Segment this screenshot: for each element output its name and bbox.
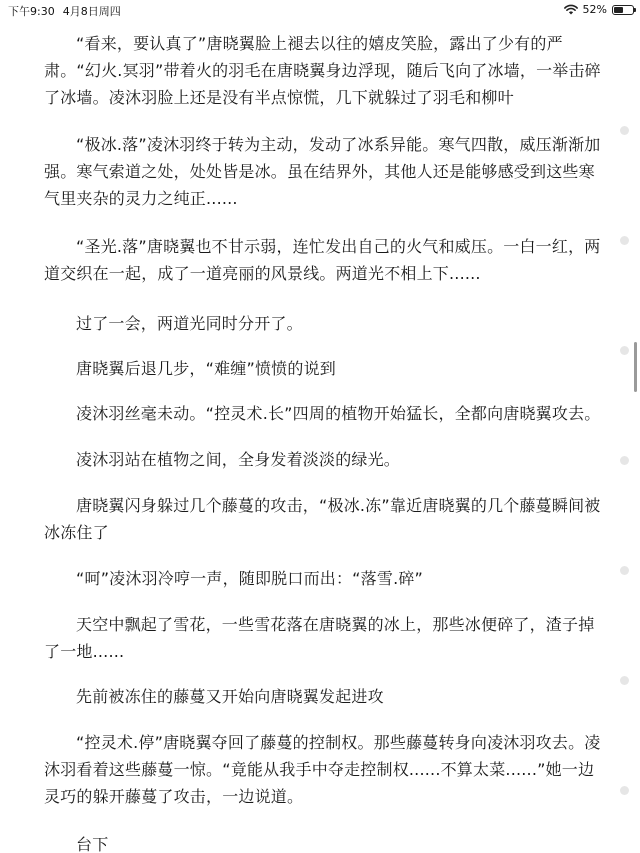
status-right: [564, 3, 634, 16]
status-bar: [0, 0, 640, 20]
status-date: 4月8日周四: [62, 5, 121, 18]
battery-percent: 52%: [582, 3, 607, 16]
paragraph: 凌沐羽站在植物之间，全身发着淡淡的绿光。: [76, 450, 401, 469]
scrollbar-thumb[interactable]: [634, 342, 637, 392]
paragraph: “极冰.落”凌沐羽终于转为主动，发动了冰系异能。寒气四散，威压渐渐加强。寒气索道之处，处处皆是冰。虽在结界外，其他人还是能够感受到这些寒气里夹杂的灵力之纯正......: [44, 135, 601, 208]
page-indicator-dot[interactable]: [620, 566, 629, 575]
page-indicator-dot[interactable]: [620, 236, 629, 245]
paragraph: 天空中飘起了雪花，一些雪花落在唐晓翼的冰上，那些冰便碎了，渣子掉了一地......: [44, 615, 595, 661]
battery-fill: [614, 7, 623, 13]
status-time: 下午9:30: [8, 5, 55, 18]
paragraph: 过了一会，两道光同时分开了。: [76, 314, 303, 333]
page-indicator-dot[interactable]: [620, 346, 629, 355]
paragraph: “控灵术.停”唐晓翼夺回了藤蔓的控制权。那些藤蔓转身向凌沐羽攻去。凌沐羽看着这些藤蔓一惊。“竟能从我手中夺走控制权......不算太菜......”她一边灵巧的躲开藤蔓了攻击，一边说道。: [44, 733, 601, 806]
page-indicator-dot[interactable]: [620, 126, 629, 135]
paragraph: 唐晓翼闪身躲过几个藤蔓的攻击，“极冰.冻”靠近唐晓翼的几个藤蔓瞬间被冰冻住了: [44, 496, 601, 542]
paragraph: 台下: [76, 835, 109, 853]
paragraph: “圣光.落”唐晓翼也不甘示弱，连忙发出自己的火气和威压。一白一红，两道交织在一起，成了一道亮丽的风景线。两道光不相上下......: [44, 237, 601, 283]
page-indicator-dot[interactable]: [620, 456, 629, 465]
paragraph: 凌沐羽丝毫未动。“控灵术.长”四周的植物开始猛长，全都向唐晓翼攻去。: [76, 404, 601, 423]
page-indicator-dot[interactable]: [620, 786, 629, 795]
battery-icon: [612, 5, 634, 15]
paragraph: 唐晓翼后退几步，“难缠”愤愤的说到: [76, 359, 336, 378]
paragraph: “看来，要认真了”唐晓翼脸上褪去以往的嬉皮笑脸，露出了少有的严肃。“幻火.冥羽”带着火的羽毛在唐晓翼身边浮现，随后飞向了冰墙，一举击碎了冰墙。凌沐羽脸上还是没有半点惊慌，几下就躲过了羽毛和柳叶: [44, 34, 601, 107]
paragraph: “呵”凌沐羽冷哼一声，随即脱口而出：“落雪.碎”: [76, 569, 424, 588]
status-left: [8, 3, 129, 19]
page-indicator-dot[interactable]: [620, 676, 629, 685]
paragraph: 先前被冻住的藤蔓又开始向唐晓翼发起进攻: [76, 687, 384, 706]
wifi-icon: [564, 4, 578, 15]
